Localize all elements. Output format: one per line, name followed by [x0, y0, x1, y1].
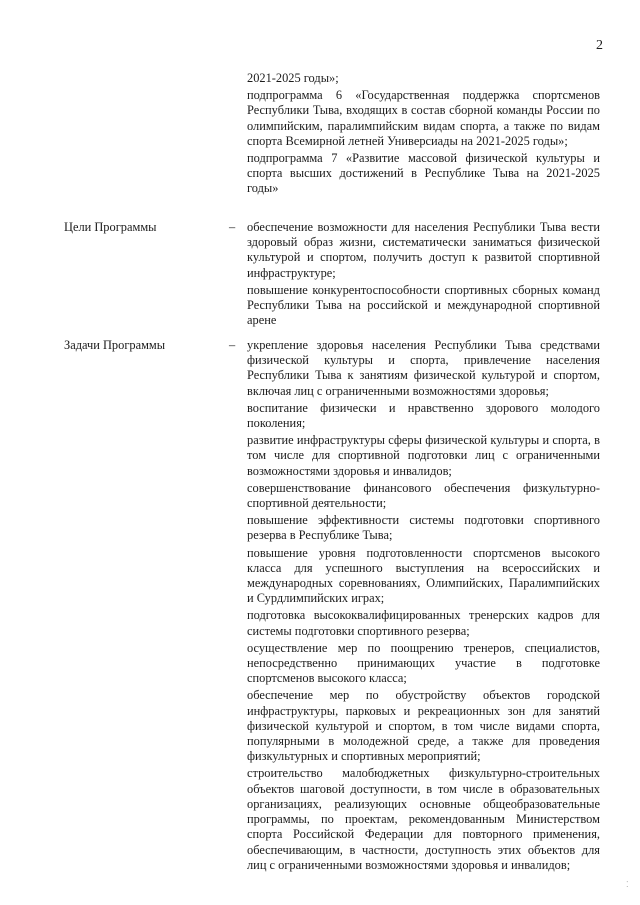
tasks-content [247, 338, 600, 873]
task-item: развитие инфраструктуры сферы физической культуры и спорта, в том числе для спортивной подготовки лиц с ограниченными возможностями здоровья и инвалидов; [247, 433, 600, 478]
goals-content [247, 220, 600, 328]
task-item: повышение уровня подготовленности спортсменов высокого класса для успешного выступления на всероссийских и международных соревнованиях, Олимпийских, Паралимпийских и Сурдлимпийских играх; [247, 545, 600, 606]
goals-dash: – [229, 220, 236, 234]
task-item: подготовка высококвалифицированных тренерских кадров для системы подготовки спортивного резерва; [247, 608, 600, 638]
task-item: воспитание физически и нравственно здорового молодого поколения; [247, 400, 600, 431]
task-item: строительство малобюджетных физкультурно-строительных объектов шаговой доступности, в том числе в образовательных организациях, реализующих основные общеобразовательные программы, по проектам, рекомендованным Министерством спорта Российской Федерации для повторного применения, обеспечивающим, в частности, доступность этих объектов для лиц с ограниченными возможностями здоровья и инвалидов; [247, 766, 600, 872]
subprogram-7: подпрограмма 7 «Развитие массовой физической культуры и спорта высших достижений в Республике Тыва на 2021-2025 годы» [247, 151, 600, 196]
subprograms-content [247, 71, 600, 197]
tasks-dash: – [229, 338, 236, 352]
task-item: осуществление мер по поощрению тренеров, специалистов, непосредственно принимающих участие в подготовке спортсменов высокого класса; [247, 640, 600, 686]
task-item: совершенствование финансового обеспечения физкультурно-спортивной деятельности; [247, 480, 600, 511]
subprogram-5-tail: 2021-2025 годы»; [247, 71, 339, 85]
task-item: укрепление здоровья населения Республики Тыва средствами физической культуры и спорта, привлечение населения Республики Тыва к занятиям физической культурой и спортом, включая лиц с ограниченными возможностями здоровья; [247, 338, 600, 398]
goal-item: повышение конкурентоспособности спортивных сборных команд Республики Тыва на российской и международной спортивной арене [247, 282, 600, 328]
task-item: повышение эффективности системы подготовки спортивного резерва в Республике Тыва; [247, 513, 600, 543]
scan-mark: ⁚ [626, 880, 629, 889]
goals-label: Цели Программы [64, 220, 157, 234]
tasks-label: Задачи Программы [64, 338, 166, 352]
subprogram-6: подпрограмма 6 «Государственная поддержка спортсменов Республики Тыва, входящих в состав сборной команды России по олимпийским, паралимпийским видам спорта, а также по видам спорта Всемирной летней Универсиады на 2021-2025 годы»; [247, 88, 600, 148]
page-number: 2 [596, 38, 603, 53]
goal-item: обеспечение возможности для населения Республики Тыва вести здоровый образ жизни, систематически заниматься физической культурой и спортом, получить доступ к развитой спортивной инфраструктуре; [247, 220, 600, 280]
task-item: обеспечение мер по обустройству объектов городской инфраструктуры, парковых и рекреационных зон для занятий физической культурой и спортом, в том числе видами спорта, популярными в молодежной среде, а также для проведения физкультурных и спортивных мероприятий; [247, 688, 600, 764]
